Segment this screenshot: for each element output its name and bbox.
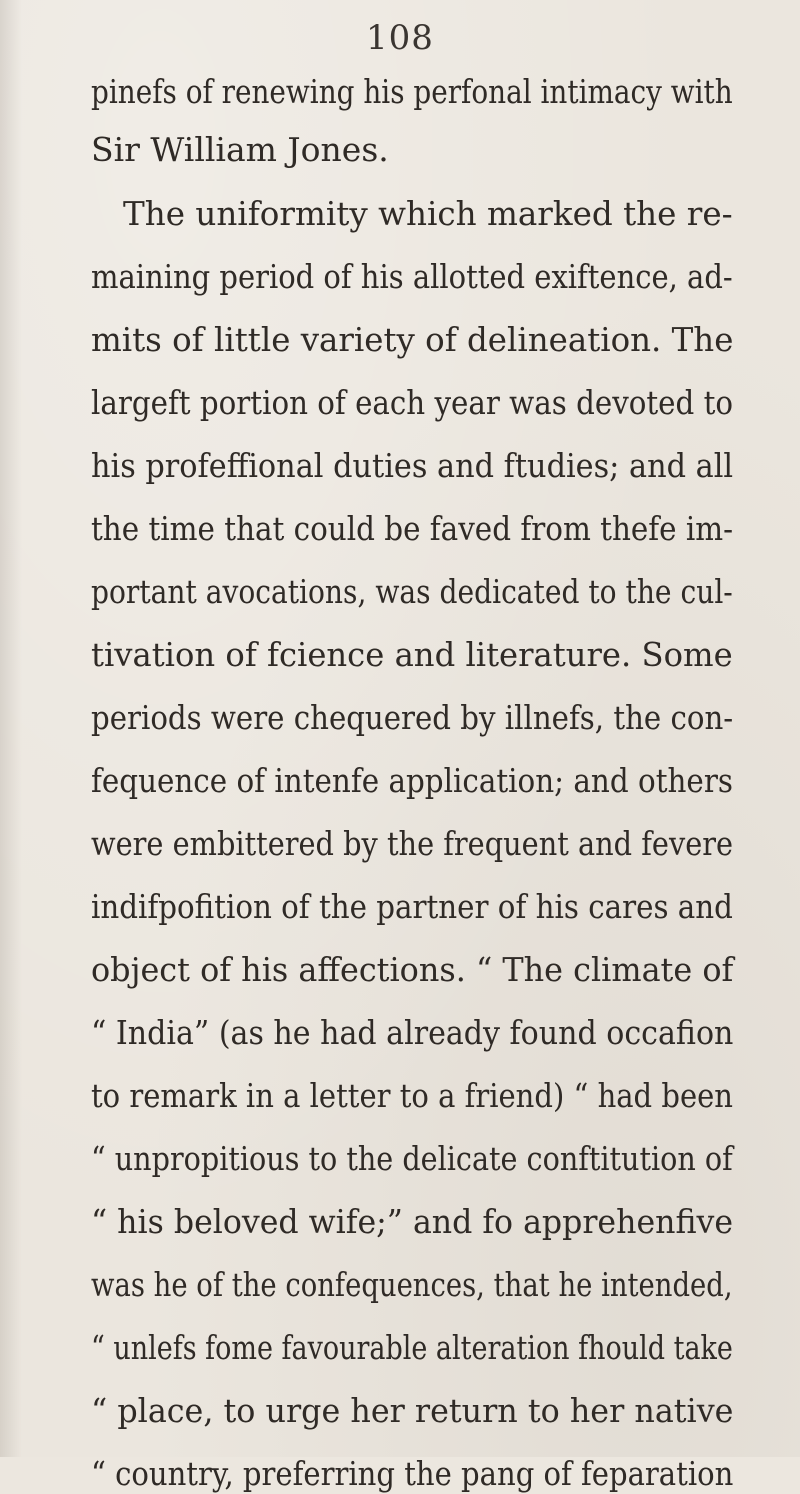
text-line: indifpofition of the partner of his cares and	[91, 887, 733, 926]
text-line: Sir William Jones.	[91, 130, 389, 169]
text-line: fequence of intenfe application; and others	[91, 761, 733, 800]
text-line: his profeffional duties and ftudies; and all	[91, 446, 734, 485]
text-line: tivation of fcience and literature. Some	[91, 635, 733, 674]
text-line: “ unlefs fome favourable alteration fhould take	[91, 1328, 733, 1367]
text-line: maining period of his allotted exiftence, ad-	[91, 257, 733, 296]
text-line: “ country, preferring the pang of feparation	[91, 1454, 734, 1493]
text-line: object of his affections. “ The climate of	[91, 950, 734, 989]
text-line: “ unpropitious to the delicate conftitution of	[91, 1139, 733, 1178]
text-line: “ his beloved wife;” and fo apprehenfive	[91, 1202, 734, 1241]
text-line: were embittered by the frequent and fevere	[91, 824, 734, 863]
body-text	[0, 72, 800, 1493]
text-line: mits of little variety of delineation. The	[91, 320, 734, 359]
text-line: “ India” (as he had already found occafion	[91, 1013, 734, 1052]
page-number: 108	[366, 18, 434, 58]
text-line: was he of the confequences, that he intended,	[91, 1265, 733, 1304]
text-line: portant avocations, was dedicated to the cul-	[91, 572, 733, 611]
text-line: periods were chequered by illnefs, the con-	[91, 698, 734, 737]
text-line: pinefs of renewing his perfonal intimacy with	[91, 72, 733, 111]
text-line: the time that could be faved from thefe im-	[91, 509, 734, 548]
text-line: “ place, to urge her return to her native	[91, 1391, 734, 1430]
text-line: The uniformity which marked the re-	[123, 194, 733, 233]
text-line: to remark in a letter to a friend) “ had been	[91, 1076, 733, 1115]
text-line: largeft portion of each year was devoted to	[91, 383, 734, 422]
